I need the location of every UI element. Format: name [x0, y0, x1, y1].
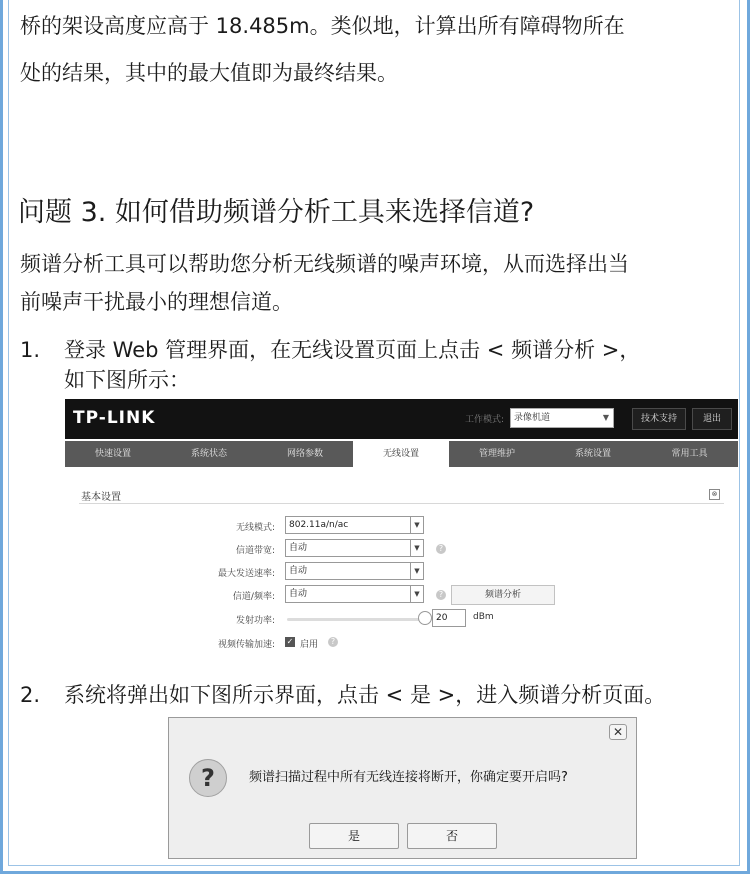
tx-power-slider[interactable]	[287, 618, 420, 621]
field-label-channel: 信道/频率:	[232, 592, 275, 602]
step-text-line-1: 登录 Web 管理界面，在无线设置页面上点击 < 频谱分析 >，	[64, 338, 641, 362]
help-icon[interactable]: ?	[436, 544, 446, 554]
dialog-message: 频谱扫描过程中所有无线连接将断开，你确定要开启吗?	[249, 770, 568, 785]
bandwidth-value: 自动	[289, 543, 308, 553]
collapse-icon[interactable]: ⊗	[709, 489, 720, 500]
bandwidth-select[interactable]	[285, 539, 424, 557]
no-button[interactable]: 否	[407, 823, 497, 849]
yes-button[interactable]: 是	[309, 823, 399, 849]
tplink-logo: TP-LINK	[73, 408, 156, 428]
field-label-tx-power: 发射功率:	[235, 616, 275, 626]
field-label-bandwidth: 信道带宽:	[235, 546, 275, 556]
wireless-mode-select[interactable]	[285, 516, 424, 534]
tx-power-unit: dBm	[473, 612, 494, 622]
nav-wireless-settings[interactable]: 无线设置	[353, 441, 449, 467]
question-icon: ?	[189, 759, 227, 797]
help-icon[interactable]: ?	[328, 637, 338, 647]
question-heading: 问题 3. 如何借助频谱分析工具来选择信道?	[18, 197, 535, 228]
channel-select[interactable]	[285, 585, 424, 603]
nav-tools[interactable]: 常用工具	[671, 449, 708, 459]
nav-quick-setup[interactable]: 快速设置	[94, 449, 131, 459]
max-rate-value: 自动	[289, 566, 308, 576]
close-icon[interactable]: ✕	[609, 724, 627, 740]
chevron-down-icon: ▼	[410, 517, 423, 533]
tx-power-input[interactable]: 20	[432, 609, 466, 627]
intro-line-2: 处的结果，其中的最大值即为最终结果。	[20, 61, 398, 85]
wireless-mode-value: 802.11a/n/ac	[289, 520, 349, 530]
max-rate-select[interactable]	[285, 562, 424, 580]
spectrum-analysis-button[interactable]: 频谱分析	[451, 585, 555, 605]
tech-support-button[interactable]: 技术支持	[632, 408, 686, 430]
video-accel-checkbox[interactable]: ✓	[286, 637, 294, 646]
question-body-line-1: 频谱分析工具可以帮助您分析无线频谱的噪声环境，从而选择出当	[20, 252, 629, 276]
step-number: 2.	[20, 683, 41, 707]
router-admin-screenshot	[65, 399, 738, 653]
chevron-down-icon: ▼	[410, 540, 423, 556]
top-bar	[65, 399, 738, 439]
work-mode-label: 工作模式:	[465, 415, 505, 425]
tx-power-slider-knob[interactable]	[418, 611, 432, 625]
nav-network[interactable]: 网络参数	[286, 449, 323, 459]
chevron-down-icon: ▼	[410, 563, 423, 579]
work-mode-select[interactable]	[510, 408, 614, 428]
chevron-down-icon: ▼	[410, 586, 423, 602]
work-mode-value: 录像机道	[514, 413, 551, 423]
chevron-down-icon: ▼	[602, 413, 609, 422]
step-text-line-1: 系统将弹出如下图所示界面，点击 < 是 >，进入频谱分析页面。	[64, 683, 666, 707]
step-number: 1.	[20, 338, 41, 362]
question-body-line-2: 前噪声干扰最小的理想信道。	[20, 290, 293, 314]
intro-line-1: 桥的架设高度应高于 18.485m。类似地，计算出所有障碍物所在	[20, 14, 625, 38]
main-nav	[65, 441, 738, 467]
field-label-video-accel: 视频传输加速:	[217, 640, 275, 650]
field-label-max-rate: 最大发送速率:	[217, 569, 275, 579]
section-divider	[79, 503, 724, 504]
confirm-dialog	[168, 717, 637, 859]
video-accel-checkbox-label: 启用	[300, 640, 319, 650]
nav-management[interactable]: 管理维护	[478, 449, 515, 459]
section-title: 基本设置	[81, 492, 121, 503]
help-icon[interactable]: ?	[436, 590, 446, 600]
step-text-line-2: 如下图所示：	[64, 368, 190, 392]
field-label-wireless-mode: 无线模式:	[235, 523, 275, 533]
nav-system-settings[interactable]: 系统设置	[574, 449, 611, 459]
nav-system-status[interactable]: 系统状态	[190, 449, 227, 459]
logout-button[interactable]: 退出	[692, 408, 732, 430]
channel-value: 自动	[289, 589, 308, 599]
